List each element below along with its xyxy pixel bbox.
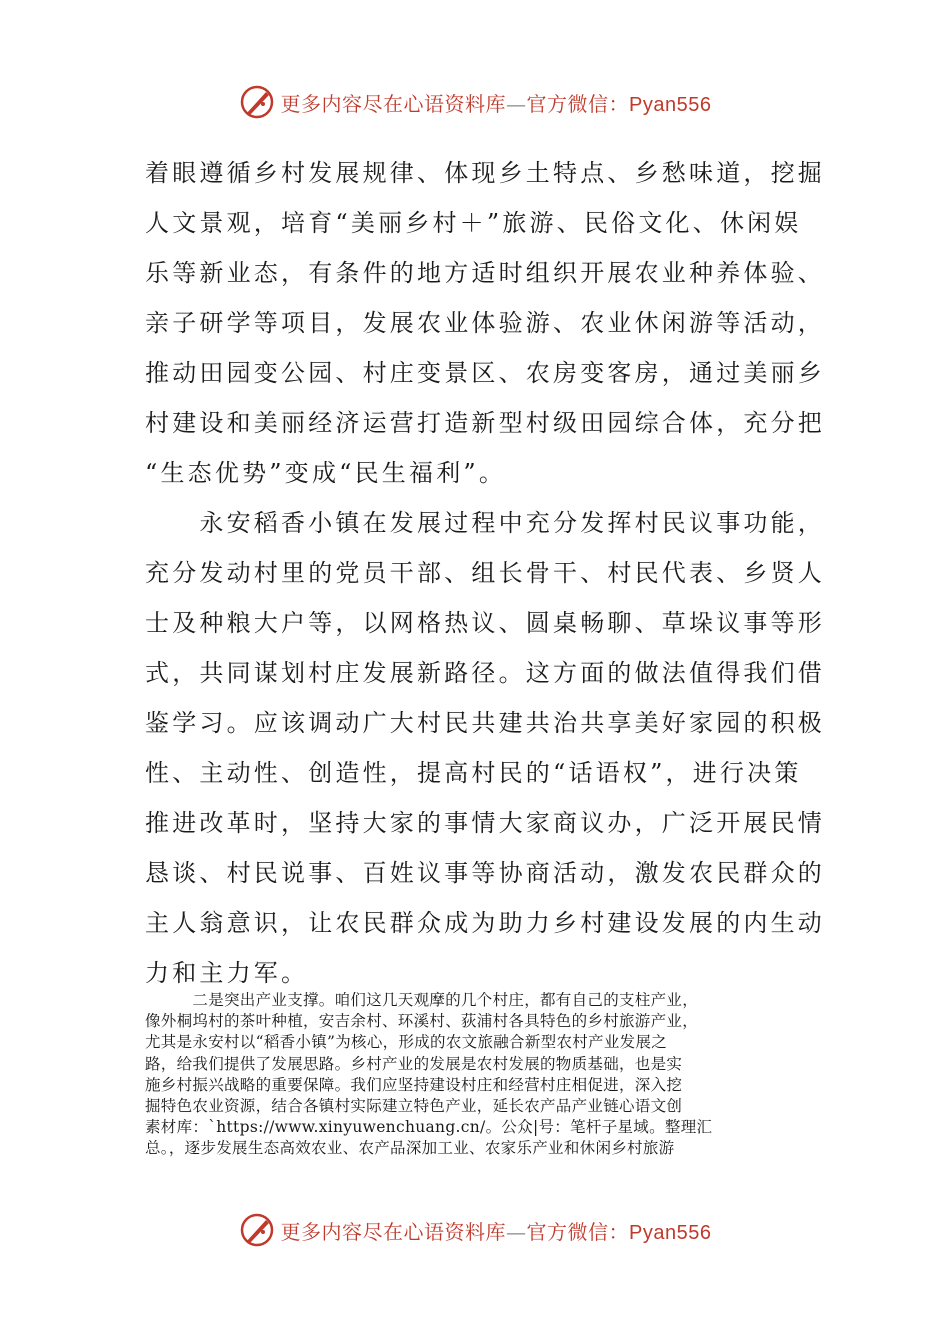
- small-paragraph: [145, 990, 810, 1160]
- body-text-line: 永安稻香小镇在发展过程中充分发挥村民议事功能，: [145, 509, 825, 537]
- pen-circle-logo-icon: [239, 1212, 275, 1248]
- body-text-line: 士及种粮大户等，以网格热议、圆桌畅聊、草垛议事等形: [145, 609, 825, 637]
- small-text-line: 掘特色农业资源，结合各镇村实际建立特色产业，延长农产品产业链心语文创: [145, 1096, 683, 1115]
- footer-banner: [0, 1210, 950, 1250]
- body-text-line: 性、主动性、创造性，提高村民的“话语权”，进行决策: [145, 759, 802, 787]
- small-text-line: 总。，逐步发展生态高效农业、农产品深加工业、农家乐产业和休闲乡村旅游: [145, 1139, 675, 1158]
- body-text-line: 乐等新业态，有条件的地方适时组织开展农业种养体验、: [145, 259, 825, 287]
- small-text-line: 素材库：`https://www.xinyuwenchuang.cn/。公众|号：笔杆子星域。整理汇: [145, 1118, 713, 1137]
- pen-circle-logo-icon: [239, 84, 275, 120]
- banner-text: 更多内容尽在心语资料库—官方微信：Pyan556: [280, 1219, 712, 1244]
- body-text-line: 推动田园变公园、村庄变景区、农房变客房，通过美丽乡: [145, 359, 825, 387]
- body-text-line: “生态优势”变成“民生福利”。: [145, 459, 507, 487]
- body-text-line: 人文景观，培育“美丽乡村＋”旅游、民俗文化、休闲娱: [145, 209, 802, 237]
- body-text-line: 恳谈、村民说事、百姓议事等协商活动，激发农民群众的: [145, 859, 825, 887]
- banner-text: 更多内容尽在心语资料库—官方微信：Pyan556: [280, 91, 712, 116]
- body-text-line: 力和主力军。: [145, 959, 309, 987]
- header-banner: [0, 82, 950, 122]
- main-body-text: [145, 148, 825, 998]
- body-text-line: 推进改革时，坚持大家的事情大家商议办，广泛开展民情: [145, 809, 825, 837]
- body-text-line: 式，共同谋划村庄发展新路径。这方面的做法值得我们借: [145, 659, 825, 687]
- small-text-line: 尤其是永安村以“稻香小镇”为核心，形成的农文旅融合新型农村产业发展之: [145, 1033, 668, 1052]
- small-text-line: 二是突出产业支撑。咱们这几天观摩的几个村庄，都有自己的支柱产业，: [145, 991, 699, 1009]
- small-text-line: 像外桐坞村的茶叶种植，安吉余村、环溪村、荻浦村各具特色的乡村旅游产业，: [145, 1012, 699, 1031]
- body-text-line: 充分发动村里的党员干部、组长骨干、村民代表、乡贤人: [145, 559, 825, 587]
- body-text-line: 村建设和美丽经济运营打造新型村级田园综合体，充分把: [145, 409, 825, 437]
- small-text-line: 路，给我们提供了发展思路。乡村产业的发展是农村发展的物质基础，也是实: [145, 1054, 683, 1073]
- body-text-line: 着眼遵循乡村发展规律、体现乡土特点、乡愁味道，挖掘: [145, 159, 825, 187]
- body-text-line: 主人翁意识，让农民群众成为助力乡村建设发展的内生动: [145, 909, 825, 937]
- body-text-line: 亲子研学等项目，发展农业体验游、农业休闲游等活动，: [145, 309, 825, 337]
- small-text-line: 施乡村振兴战略的重要保障。我们应坚持建设村庄和经营村庄相促进，深入挖: [145, 1075, 683, 1094]
- body-text-line: 鉴学习。应该调动广大村民共建共治共享美好家园的积极: [145, 709, 825, 737]
